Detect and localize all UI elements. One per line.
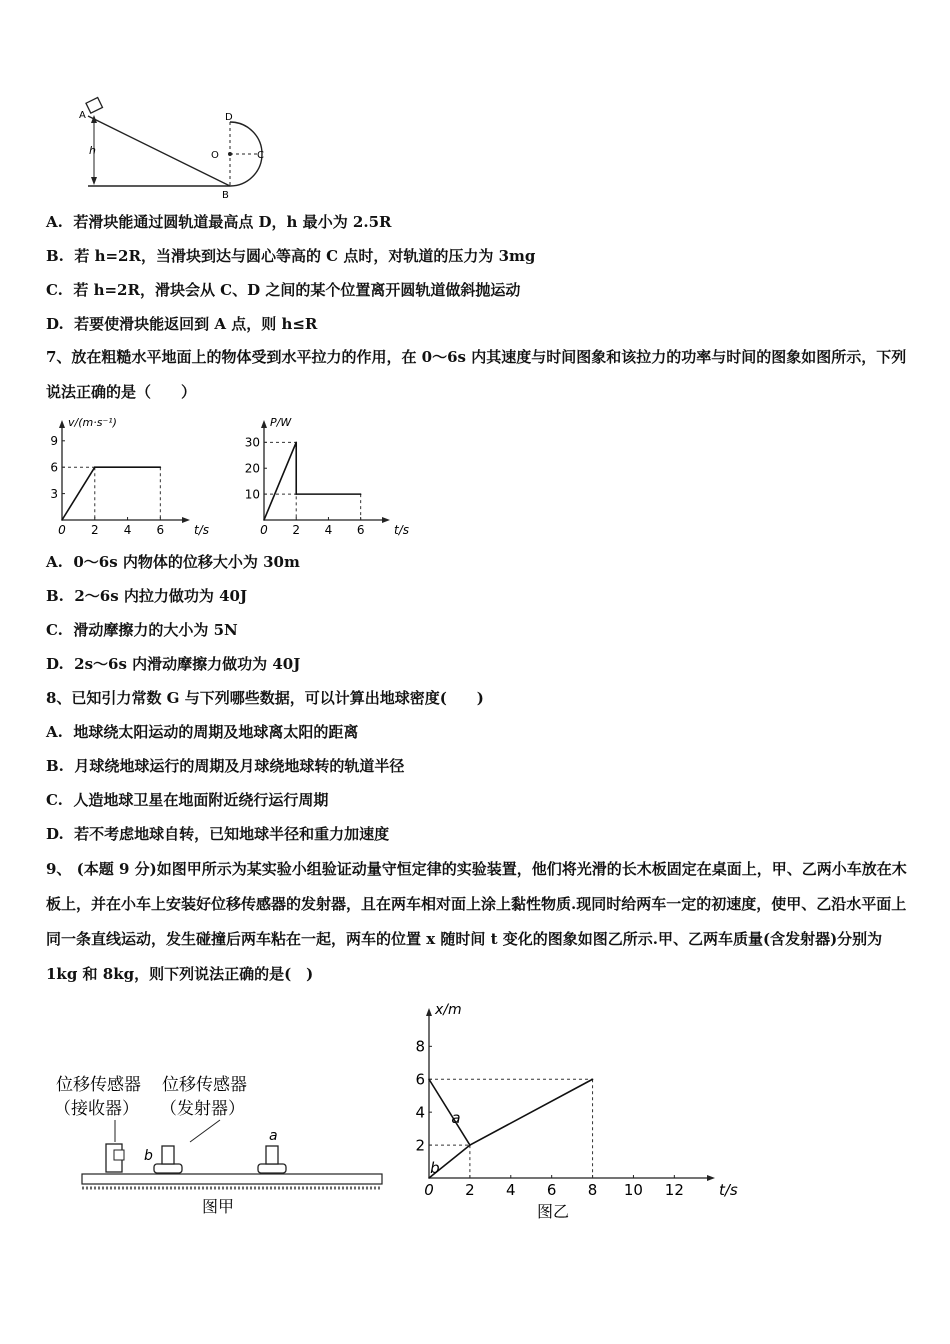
q6-option-d: [46, 314, 317, 334]
option-text: 若滑块能通过圆轨道最高点 D，h 最小为 2.5R: [73, 213, 392, 231]
label-B: B: [222, 190, 229, 201]
x-tick-label: 2: [292, 523, 301, 537]
q8-stem: 8、已知引力常数 G 与下列哪些数据，可以计算出地球密度( ): [46, 689, 484, 707]
option-text: 月球绕地球运行的周期及月球绕地球转的轨道半径: [74, 757, 405, 775]
q7-option-a: [46, 552, 300, 572]
q8-option-a: [46, 722, 358, 742]
data-point-v: [94, 466, 96, 468]
x-tick-label: 4: [123, 523, 132, 537]
x-tick-label: 8: [587, 1181, 598, 1199]
y-axis-label: x/m: [435, 1002, 462, 1018]
data-point-a: [592, 1078, 594, 1080]
x-tick-label: 2: [90, 523, 99, 537]
series-label-a: a: [451, 1108, 461, 1127]
x-axis-label: t/s: [394, 523, 409, 537]
x-tick-label: 0: [424, 1181, 434, 1199]
y-tick-label: 8: [415, 1037, 425, 1056]
option-text: 2～6s 内拉力做功为 40J: [74, 587, 248, 605]
y-tick-label: 2: [415, 1136, 425, 1155]
data-point-b: [469, 1144, 471, 1146]
figure-jia-caption: 图甲: [202, 1197, 235, 1216]
q6-option-a: [46, 212, 391, 232]
series-label-b: b: [430, 1159, 440, 1178]
option-key: B.: [46, 587, 64, 605]
y-tick-label: 3: [50, 486, 58, 501]
q7-option-d: [46, 654, 300, 674]
option-key: C.: [46, 621, 63, 639]
series-line-P: [264, 442, 361, 520]
q8-option-d: [46, 824, 389, 844]
x-axis-arrow: [182, 517, 190, 523]
cart-b-label: b: [144, 1148, 153, 1164]
data-point-P: [295, 442, 297, 444]
option-text: 滑动摩擦力的大小为 5N: [73, 621, 238, 639]
setup-figure-jia: [54, 1070, 400, 1220]
y-tick-label: 20: [244, 461, 260, 476]
height-arrow-down: [91, 177, 97, 185]
x-axis-arrow: [382, 517, 390, 523]
label-D: D: [225, 112, 233, 123]
option-text: 2s～6s 内滑动摩擦力做功为 40J: [74, 655, 301, 673]
x-axis-label: t/s: [194, 523, 209, 537]
x-tick-label: 4: [506, 1181, 516, 1199]
y-tick-label: 30: [244, 435, 260, 450]
data-point-P: [295, 493, 297, 495]
x-tick-label: 6: [356, 523, 365, 537]
y-axis-arrow: [59, 420, 65, 428]
option-key: A.: [46, 723, 63, 741]
data-point-v: [160, 466, 162, 468]
x-axis-label: t/s: [719, 1181, 738, 1199]
x-tick-label: 6: [156, 523, 165, 537]
option-text: 若要使滑块能返回到 A 点，则 h≤R: [74, 315, 318, 333]
q6-option-b: [46, 246, 535, 266]
option-text: 若不考虑地球自转，已知地球半径和重力加速度: [74, 825, 390, 843]
q9-stem: 9、 (本题 9 分)如图甲所示为某实验小组验证动量守恒定律的实验装置，他们将光滑的长木板固定在桌面上，甲、乙两小车放在木板上，并在小车上安装好位移传感器的发射器，且在两车相对面上涂上黏性物质.现同时给两车一定的初速度，使甲、乙沿水平面上同一条直线运动，发生碰撞后两车粘在一起，两车的位置 x 随时间 t 变化的图象如图乙所示.甲、乙两车质量(含发射器)分别为 1kg 和 8kg，则下列说法正确的是( ): [46, 860, 907, 983]
data-point-P: [360, 493, 362, 495]
chart-caption: 图乙: [537, 1202, 570, 1221]
data-point-a: [428, 1078, 430, 1080]
series-line-v: [62, 467, 160, 520]
option-key: A.: [46, 553, 63, 571]
cart-b-emitter: [162, 1146, 174, 1164]
q7-option-c: [46, 620, 238, 640]
y-tick-label: 9: [50, 434, 58, 448]
option-key: C.: [46, 281, 63, 299]
emitter-pointer: [190, 1120, 220, 1142]
data-point-v: [61, 519, 63, 521]
option-text: 0～6s 内物体的位移大小为 30m: [73, 553, 300, 571]
incline-track-figure: [70, 92, 280, 202]
y-tick-label: 6: [50, 460, 58, 475]
receiver-label-line1: 位移传感器: [56, 1075, 141, 1095]
y-axis-arrow: [261, 420, 267, 428]
q8-option-c: [46, 790, 328, 810]
track-board: [82, 1174, 382, 1184]
q7-stem: 7、放在粗糙水平地面上的物体受到水平拉力的作用，在 0～6s 内其速度与时间图象和该拉力的功率与时间的图象如图所示，下列说法正确的是（ ）: [46, 348, 907, 401]
y-axis-label: v/(m·s⁻¹): [68, 416, 117, 429]
cart-a-base: [258, 1164, 286, 1173]
option-text: 人造地球卫星在地面附近绕行运行周期: [73, 791, 329, 809]
x-tick-label: 12: [664, 1181, 684, 1199]
q6-option-c: [46, 280, 520, 300]
data-point-P: [263, 519, 265, 521]
option-key: A.: [46, 213, 63, 231]
receiver-label-line2: （接收器）: [54, 1099, 139, 1119]
option-text: 若 h=2R，当滑块到达与圆心等高的 C 点时，对轨道的压力为 3mg: [74, 247, 536, 265]
label-O: O: [211, 150, 219, 161]
option-key: D.: [46, 655, 64, 673]
y-axis-label: P/W: [270, 416, 292, 429]
center-point: [228, 152, 232, 156]
cart-a-emitter: [266, 1146, 278, 1164]
label-C: C: [257, 150, 264, 161]
label-h: h: [89, 144, 96, 157]
height-arrow-up: [91, 115, 97, 123]
incline-line: [88, 116, 230, 186]
x-axis-arrow: [707, 1175, 715, 1181]
y-tick-label: 10: [244, 487, 260, 502]
option-text: 地球绕太阳运动的周期及地球离太阳的距离: [73, 723, 359, 741]
x-tick-label: 4: [324, 523, 333, 537]
power-time-chart: [240, 414, 410, 544]
q7-option-b: [46, 586, 247, 606]
option-key: D.: [46, 315, 64, 333]
y-tick-label: 6: [415, 1070, 425, 1089]
x-tick-label: 10: [623, 1181, 643, 1199]
option-key: D.: [46, 825, 64, 843]
x-tick-label: 6: [546, 1181, 557, 1199]
receiver-face: [114, 1150, 124, 1160]
q8-option-b: [46, 756, 404, 776]
x-tick-label: 2: [465, 1181, 475, 1199]
x-tick-label: 0: [260, 523, 268, 537]
option-key: B.: [46, 757, 64, 775]
cart-a-label: a: [269, 1128, 278, 1144]
data-point-b: [428, 1177, 430, 1179]
y-axis-arrow: [426, 1008, 432, 1016]
y-tick-label: 4: [415, 1103, 425, 1122]
option-key: C.: [46, 791, 63, 809]
label-A: A: [79, 110, 86, 121]
cart-b-base: [154, 1164, 182, 1173]
option-text: 若 h=2R，滑块会从 C、D 之间的某个位置离开圆轨道做斜抛运动: [73, 281, 521, 299]
emitter-label-line2: （发射器）: [160, 1099, 245, 1119]
slider-block: [86, 98, 103, 114]
x-tick-label: 0: [58, 523, 66, 537]
velocity-time-chart: [40, 414, 210, 544]
emitter-label-line1: 位移传感器: [162, 1075, 247, 1095]
option-key: B.: [46, 247, 64, 265]
position-time-chart: [405, 1000, 738, 1221]
